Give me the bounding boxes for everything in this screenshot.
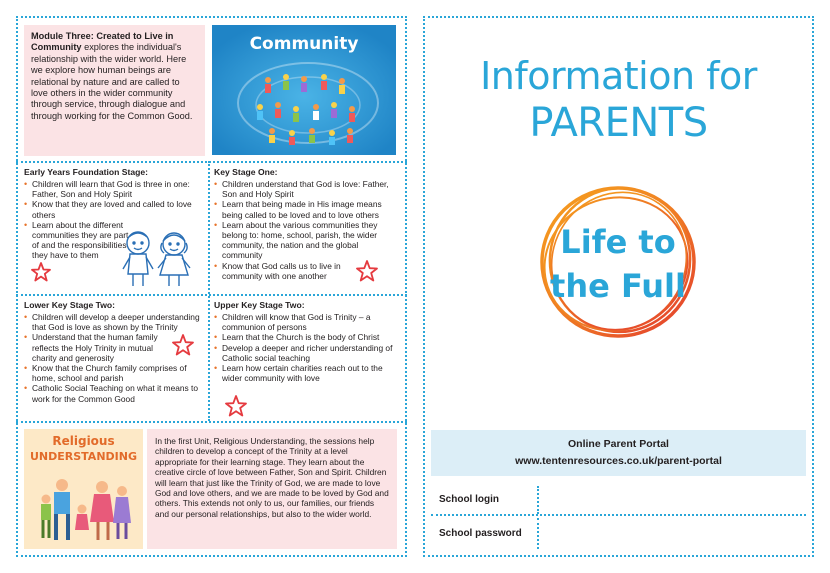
portal-title: Online Parent Portal xyxy=(568,438,669,450)
list-item: • Know that the Church family comprises of home, school and parish xyxy=(24,363,204,383)
list-item: • Develop a deeper and richer understanding of Catholic social teaching xyxy=(214,343,394,363)
school-login-label: School login xyxy=(439,494,499,505)
list-item: • Know that God calls us to live in community with one another xyxy=(214,261,350,281)
list-item: • Learn about the various communities they belong to: home, school, parish, the wider community, the nation and the global community xyxy=(214,220,394,261)
eyfs-heading: Early Years Foundation Stage: xyxy=(24,167,149,177)
star-icon xyxy=(225,395,247,422)
religious-title-1: Religious xyxy=(52,434,115,448)
uks2-heading: Upper Key Stage Two: xyxy=(214,300,305,310)
logo-line-1: Life to xyxy=(560,223,676,261)
religious-understanding-image xyxy=(24,429,143,549)
ks1-heading: Key Stage One: xyxy=(214,167,278,177)
divider xyxy=(16,294,407,296)
star-icon xyxy=(31,262,51,287)
list-item: • Learn about the different communities they are part of and the responsibilities they have to them xyxy=(24,220,130,261)
divider xyxy=(16,161,407,163)
list-item: • Learn how certain charities reach out to the wider community with love xyxy=(214,363,394,383)
list-item: • Understand that the human family reflects the Holy Trinity in mutual charity and generosity xyxy=(24,332,172,363)
uks2-section xyxy=(214,300,394,383)
life-to-the-full-logo xyxy=(532,176,704,346)
module-title: Module Three: Created to Live in Community xyxy=(31,31,174,53)
list-item: • Children will learn that God is three in one: Father, Son and Holy Spirit xyxy=(24,179,204,199)
religious-body: In the first Unit, Religious Understanding, the sessions help children to develop a concept of the Trinity at a level appropriate for their learning stage. They learn about the creative circle of love between Father, Son and Spirit. Children will learn that just like the Trinity of God, we are made to love God and love others, and we are made to be loved by God and others. This extends not only to us, our families, our friends and our personal relationships, but also to the wider world. xyxy=(155,436,389,519)
logo-line-2: the Full xyxy=(550,267,686,305)
title-line-1: Information for xyxy=(480,54,757,98)
list-item: • Children will develop a deeper understanding that God is love as shown by the Trinity xyxy=(24,312,204,332)
parent-portal-box xyxy=(431,430,806,476)
school-login-row xyxy=(431,486,806,516)
portal-url[interactable]: www.tentenresources.co.uk/parent-portal xyxy=(515,455,722,467)
list-item: • Children will know that God is Trinity – a communion of persons xyxy=(214,312,394,332)
module-body: explores the individual's relationship with the wider world. Here we explore how human beings are relational by nature and are called to love others in the wider community through service, through dialogue and through working for the Common Good. xyxy=(31,42,193,121)
list-item: • Know that they are loved and called to love others xyxy=(24,199,204,219)
module-intro xyxy=(24,25,205,156)
school-login-field[interactable] xyxy=(537,486,808,514)
list-item: • Catholic Social Teaching on what it means to work for the Common Good xyxy=(24,383,204,403)
community-label: Community xyxy=(249,34,359,54)
list-item: • Learn that being made in His image means being called to be loved and to love others xyxy=(214,199,394,219)
children-illustration xyxy=(112,227,202,291)
religious-title-2: UNDERSTANDING xyxy=(29,450,137,463)
divider xyxy=(208,161,210,421)
divider xyxy=(16,421,407,423)
school-password-label: School password xyxy=(439,528,522,539)
school-password-row xyxy=(431,518,806,549)
star-icon xyxy=(172,334,194,361)
star-icon xyxy=(356,260,378,287)
list-item: • Learn that the Church is the body of Christ xyxy=(214,332,394,342)
religious-text-box xyxy=(147,429,397,549)
title-line-2: PARENTS xyxy=(529,100,708,146)
list-item: • Children understand that God is love: Father, Son and Holy Spirit xyxy=(214,179,394,199)
school-password-field[interactable] xyxy=(537,518,808,549)
community-image xyxy=(212,25,396,155)
lks2-heading: Lower Key Stage Two: xyxy=(24,300,116,310)
